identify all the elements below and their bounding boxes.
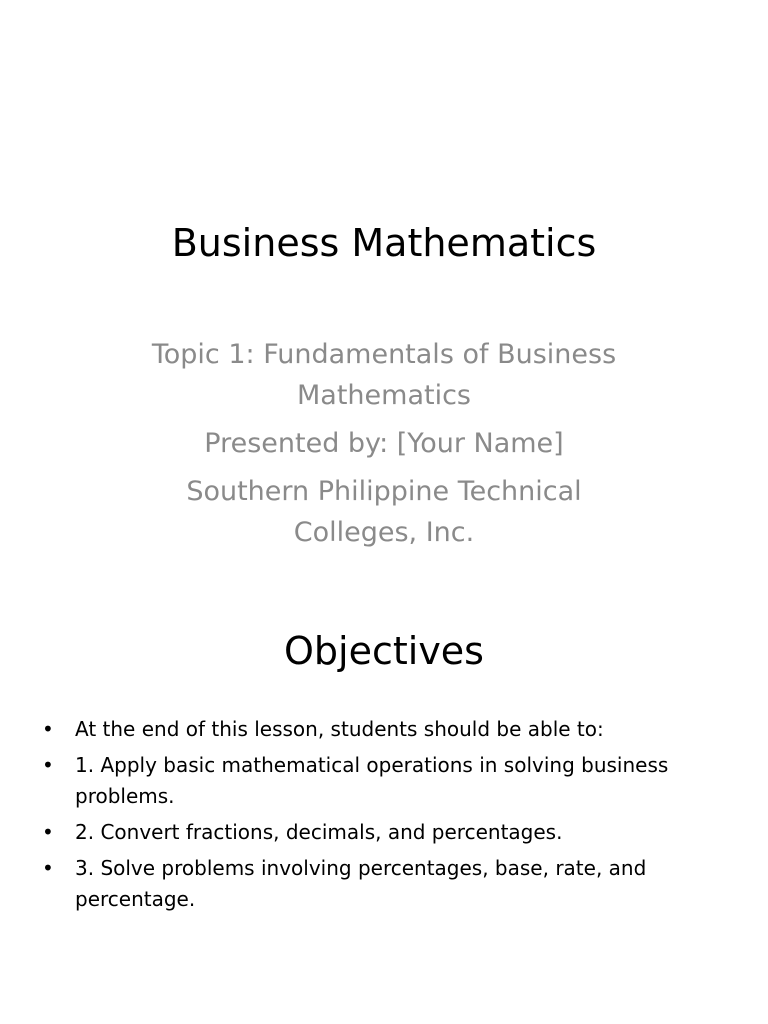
bullet-icon: •	[42, 856, 54, 880]
objectives-slide	[0, 576, 768, 1024]
bullet-icon: •	[42, 753, 54, 777]
bullet-icon: •	[42, 820, 54, 844]
objectives-title: Objectives	[284, 629, 484, 673]
bullet-icon: •	[42, 717, 54, 741]
list-item	[40, 853, 720, 915]
list-item	[40, 714, 720, 745]
subtitle-topic: Topic 1: Fundamentals of Business Mathematics	[151, 339, 617, 411]
subtitle-presenter: Presented by: [Your Name]	[204, 428, 564, 459]
list-item	[40, 817, 720, 848]
objectives-list	[40, 714, 720, 920]
bullet-text: At the end of this lesson, students should be able to:	[75, 717, 604, 741]
bullet-text: 3. Solve problems involving percentages, base, rate, and percentage.	[75, 856, 647, 911]
bullet-text: 1. Apply basic mathematical operations in solving business problems.	[75, 753, 669, 808]
list-item	[40, 750, 720, 812]
subtitle-institution: Southern Philippine Technical Colleges, Inc.	[186, 476, 582, 548]
bullet-text: 2. Convert fractions, decimals, and percentages.	[75, 820, 563, 844]
slide-subtitle	[134, 334, 634, 560]
slide-title: Business Mathematics	[171, 221, 597, 265]
